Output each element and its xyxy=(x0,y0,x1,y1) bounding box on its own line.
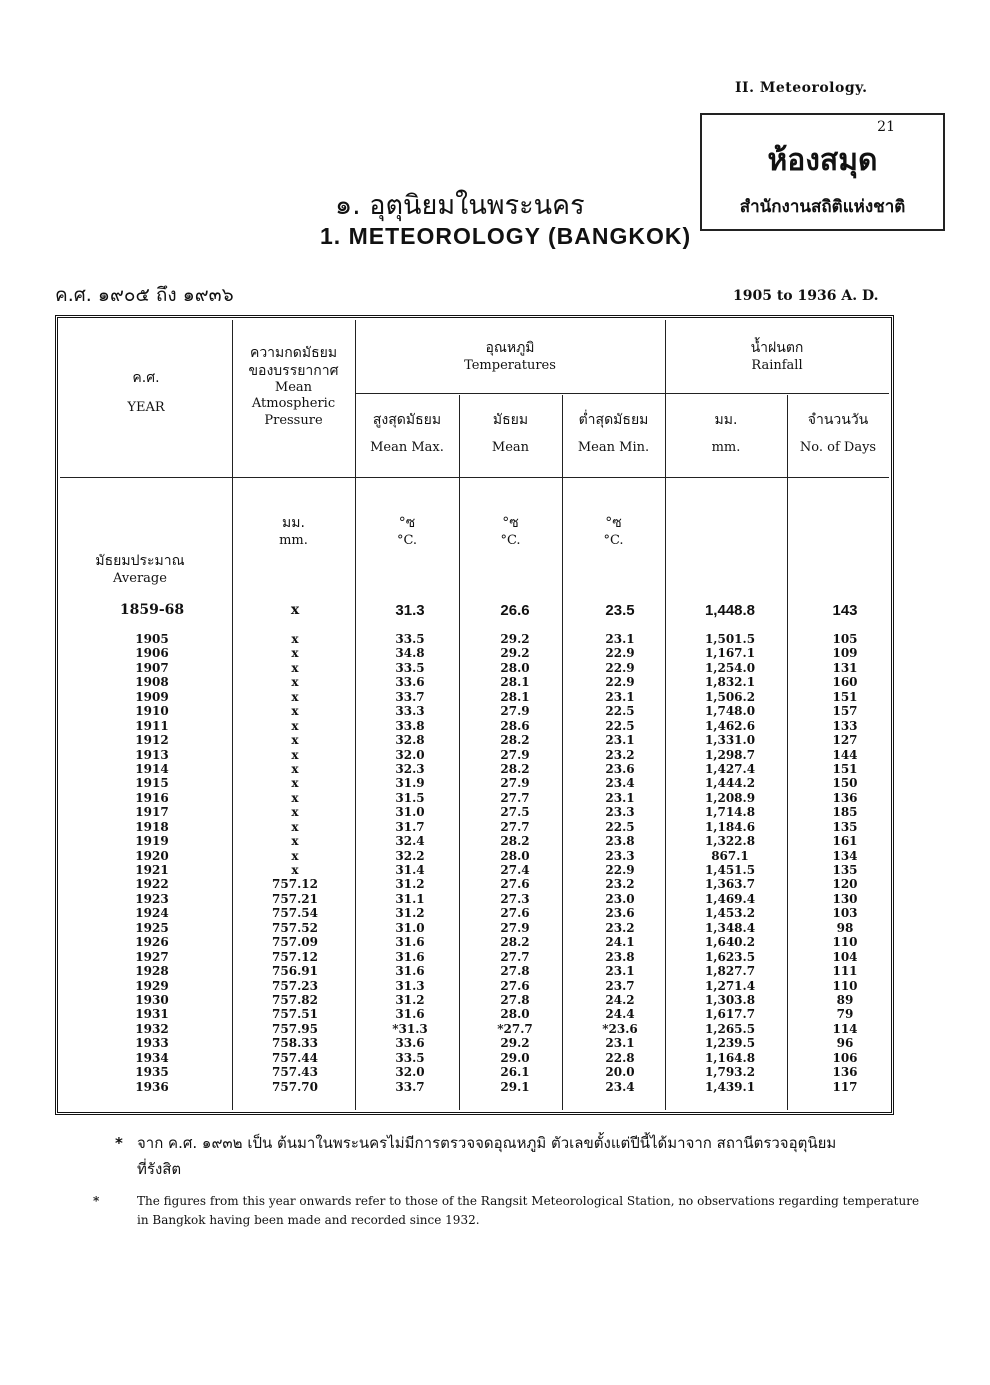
cell-mean: 27.6 xyxy=(500,978,530,993)
cell-mean-min: 23.1 xyxy=(605,632,635,646)
cell-rainfall: 1,640.2 xyxy=(704,935,756,950)
cell-mean-max: 31.5 xyxy=(395,790,425,805)
cell-mean-min: 23.5 xyxy=(605,602,635,619)
header-temperature-thai: อุณหภูมิ xyxy=(485,340,535,356)
cell-year: 1912 xyxy=(135,733,169,748)
cell-rainfall: 1,793.2 xyxy=(704,1065,756,1080)
cell-pressure: 757.12 xyxy=(272,877,318,892)
cell-rainfall: 1,714.8 xyxy=(704,805,756,820)
cell-mean-max: 33.6 xyxy=(395,1036,425,1051)
header-pressure-thai-2: ของบรรยากาศ xyxy=(248,362,339,379)
cell-pressure: 757.23 xyxy=(272,978,318,993)
cell-mean-min: 23.4 xyxy=(605,1079,635,1094)
cell-mean: 28.2 xyxy=(500,834,530,849)
cell-mean: 27.6 xyxy=(500,906,530,921)
cell-mean: 27.9 xyxy=(500,776,530,791)
cell-pressure: x xyxy=(291,660,299,675)
cell-mean-min: 22.8 xyxy=(605,1050,635,1065)
cell-mean-max: 31.7 xyxy=(395,819,425,834)
cell-rainfall: 1,239.5 xyxy=(704,1036,756,1051)
cell-mean-max: 33.3 xyxy=(395,704,425,719)
cell-mean-max: 31.6 xyxy=(395,949,425,964)
cell-mean: 27.6 xyxy=(500,877,530,892)
cell-pressure: x xyxy=(291,646,299,661)
header-rain-days-english: No. of Days xyxy=(799,439,877,455)
cell-days: 130 xyxy=(832,891,858,906)
cell-year: 1921 xyxy=(135,863,169,877)
stamp-subtitle: สำนักงานสถิติแห่งชาติ xyxy=(739,197,906,217)
cell-mean-max: 31.0 xyxy=(395,920,425,935)
stamp-number: 21 xyxy=(877,119,895,135)
footnote-english-text: The figures from this year onwards refer to those of the Rangsit Meteorological Station, no observations regarding temperature in Bangkok having been made and recorded since 1932. xyxy=(137,1194,920,1227)
cell-year: 1927 xyxy=(135,949,169,964)
cell-rainfall: 1,501.5 xyxy=(704,632,756,646)
average-label-english: Average xyxy=(113,570,167,586)
cell-mean-min: 23.4 xyxy=(605,776,635,791)
cell-pressure: 757.09 xyxy=(272,935,318,950)
cell-rainfall: 1,167.1 xyxy=(704,646,756,661)
period-english: 1905 to 1936 A. D. xyxy=(733,288,879,304)
cell-year: 1922 xyxy=(135,877,169,892)
cell-mean-max: 33.5 xyxy=(395,1050,425,1065)
cell-mean: 29.2 xyxy=(500,1036,530,1051)
cell-year: 1910 xyxy=(135,704,169,719)
cell-days: 151 xyxy=(832,761,858,776)
cell-year: 1915 xyxy=(135,776,169,791)
cell-mean-min: 23.2 xyxy=(605,747,635,762)
cell-days: 143 xyxy=(832,602,858,619)
cell-mean: 27.3 xyxy=(500,891,530,906)
unit-mean-english: °C. xyxy=(500,532,521,548)
cell-year: 1929 xyxy=(135,978,169,993)
cell-pressure: 757.52 xyxy=(272,920,318,935)
cell-mean: 29.2 xyxy=(500,646,530,661)
cell-rainfall: 1,439.1 xyxy=(704,1079,756,1094)
cell-mean-max: 31.9 xyxy=(395,776,425,791)
cell-year: 1907 xyxy=(135,660,169,675)
cell-mean: 27.9 xyxy=(500,704,530,719)
cell-days: 136 xyxy=(832,1065,858,1080)
cell-rainfall: 1,506.2 xyxy=(704,689,756,704)
period-thai: ค.ศ. ๑๙๐๕ ถึง ๑๙๓๖ xyxy=(55,284,234,306)
cell-pressure: x xyxy=(291,776,299,791)
footnote-star: * xyxy=(93,1194,100,1208)
header-temperature-english: Temperatures xyxy=(464,357,556,373)
cell-mean-max: 31.1 xyxy=(395,891,425,906)
cell-rainfall: 1,164.8 xyxy=(704,1050,756,1065)
header-rain-days-thai: จำนวนวัน xyxy=(807,412,869,428)
cell-mean-min: 23.6 xyxy=(605,906,635,921)
cell-pressure: x xyxy=(291,848,299,863)
cell-mean-min: 23.1 xyxy=(605,733,635,748)
cell-year: 1913 xyxy=(135,747,169,762)
cell-rainfall: 1,331.0 xyxy=(704,733,756,748)
cell-mean-min: 22.9 xyxy=(605,863,635,877)
cell-rainfall: 1,832.1 xyxy=(704,675,756,690)
cell-year: 1935 xyxy=(135,1065,169,1080)
cell-mean: 28.0 xyxy=(500,660,530,675)
cell-year: 1905 xyxy=(135,632,169,646)
cell-pressure: 757.43 xyxy=(272,1065,318,1080)
cell-days: 117 xyxy=(832,1079,858,1094)
cell-mean-min: 23.8 xyxy=(605,949,635,964)
cell-days: 161 xyxy=(832,834,858,849)
cell-days: 150 xyxy=(832,776,858,791)
cell-rainfall: 1,827.7 xyxy=(704,964,756,979)
library-stamp xyxy=(700,113,945,231)
cell-rainfall: 1,453.2 xyxy=(704,906,756,921)
cell-mean-min: 23.1 xyxy=(605,790,635,805)
cell-mean-max: 32.0 xyxy=(395,1065,425,1080)
cell-mean-max: 32.0 xyxy=(395,747,425,762)
cell-year: 1936 xyxy=(135,1079,169,1094)
header-pressure xyxy=(232,345,355,429)
cell-mean: 28.6 xyxy=(500,718,530,733)
cell-mean-max: 32.2 xyxy=(395,848,425,863)
page-title-thai: ๑. อุตุนิยมในพระนคร xyxy=(335,190,585,221)
cell-pressure: 757.82 xyxy=(272,992,318,1007)
cell-pressure: x xyxy=(291,689,299,704)
cell-days: 136 xyxy=(832,790,858,805)
cell-rainfall: 1,448.8 xyxy=(704,602,756,619)
header-pressure-english-2: Atmospheric xyxy=(251,396,336,412)
cell-rainfall: 1,623.5 xyxy=(704,949,756,964)
cell-pressure: 757.54 xyxy=(272,906,318,921)
cell-days: 89 xyxy=(836,992,854,1007)
cell-days: 120 xyxy=(832,877,858,892)
cell-rainfall: 1,271.4 xyxy=(704,978,756,993)
cell-mean: 27.7 xyxy=(500,949,530,964)
cell-pressure: x xyxy=(291,790,299,805)
cell-rainfall: 1,265.5 xyxy=(704,1021,756,1036)
cell-days: 144 xyxy=(832,747,858,762)
unit-min-thai: °ซ xyxy=(605,515,622,531)
stamp-title: ห้องสมุด xyxy=(767,143,878,178)
cell-mean: 28.0 xyxy=(500,1007,530,1022)
cell-year: 1933 xyxy=(135,1036,169,1051)
cell-pressure: x xyxy=(291,675,299,690)
cell-mean-max: 31.2 xyxy=(395,992,425,1007)
cell-year: 1919 xyxy=(135,834,169,849)
header-divider xyxy=(60,477,889,478)
unit-pressure xyxy=(232,515,355,549)
unit-min-english: °C. xyxy=(603,532,624,548)
cell-mean: 27.5 xyxy=(500,805,530,820)
cell-rainfall: 1,451.5 xyxy=(704,863,756,877)
cell-year: 1911 xyxy=(135,718,169,733)
footnote-thai-line-2: ที่รังสิต xyxy=(137,1160,182,1178)
cell-mean: 26.6 xyxy=(500,602,530,619)
cell-pressure: x xyxy=(291,632,299,646)
cell-mean-min: *23.6 xyxy=(602,1021,638,1036)
cell-mean-min: 24.1 xyxy=(605,935,635,950)
cell-mean-min: 23.1 xyxy=(605,689,635,704)
cell-mean: 28.2 xyxy=(500,935,530,950)
cell-pressure: x xyxy=(291,761,299,776)
cell-mean: 28.0 xyxy=(500,848,530,863)
cell-year: 1914 xyxy=(135,761,169,776)
cell-mean: 26.1 xyxy=(500,1065,530,1080)
header-mean-min xyxy=(562,412,665,456)
cell-mean-min: 22.5 xyxy=(605,819,635,834)
header-mean-min-thai: ต่ำสุดมัธยม xyxy=(578,412,649,428)
cell-days: 110 xyxy=(832,978,858,993)
cell-days: 96 xyxy=(836,1036,854,1051)
cell-year: 1917 xyxy=(135,805,169,820)
cell-days: 160 xyxy=(832,675,858,690)
header-rainfall-group xyxy=(665,340,889,374)
unit-max xyxy=(355,515,459,549)
cell-mean-min: 23.0 xyxy=(605,891,635,906)
cell-year: 1928 xyxy=(135,964,169,979)
cell-pressure: 757.95 xyxy=(272,1021,318,1036)
cell-mean-min: 24.4 xyxy=(605,1007,635,1022)
unit-mean xyxy=(459,515,562,549)
cell-mean-min: 23.3 xyxy=(605,805,635,820)
cell-pressure: 758.33 xyxy=(272,1036,318,1051)
cell-pressure: x xyxy=(291,704,299,719)
cell-days: 151 xyxy=(832,689,858,704)
cell-rainfall: 867.1 xyxy=(711,848,749,863)
header-mean-thai: มัธยม xyxy=(492,412,529,428)
header-year-english: YEAR xyxy=(127,399,165,415)
unit-pressure-english: mm. xyxy=(279,532,308,548)
cell-rainfall: 1,298.7 xyxy=(704,747,756,762)
cell-mean-max: 31.6 xyxy=(395,964,425,979)
cell-mean: 27.9 xyxy=(500,747,530,762)
cell-pressure: x xyxy=(291,733,299,748)
cell-mean: 28.1 xyxy=(500,675,530,690)
cell-pressure: 757.70 xyxy=(272,1079,318,1094)
cell-year: 1920 xyxy=(135,848,169,863)
cell-mean-min: 22.9 xyxy=(605,646,635,661)
header-temperature-group xyxy=(355,340,665,374)
cell-year: 1916 xyxy=(135,790,169,805)
cell-days: 114 xyxy=(832,1021,858,1036)
cell-pressure: x xyxy=(291,747,299,762)
unit-max-thai: °ซ xyxy=(398,515,416,531)
cell-days: 185 xyxy=(832,805,858,820)
cell-year: 1909 xyxy=(135,689,169,704)
cell-mean: 29.1 xyxy=(500,1079,530,1094)
header-divider xyxy=(355,393,889,394)
cell-pressure: x xyxy=(291,819,299,834)
cell-mean-min: 23.6 xyxy=(605,761,635,776)
cell-mean: 27.8 xyxy=(500,992,530,1007)
cell-mean: 28.2 xyxy=(500,733,530,748)
cell-pressure: x xyxy=(291,718,299,733)
cell-rainfall: 1,462.6 xyxy=(704,718,756,733)
cell-rainfall: 1,184.6 xyxy=(704,819,756,834)
column-divider xyxy=(562,395,563,1110)
cell-days: 131 xyxy=(832,660,858,675)
cell-mean-max: 33.7 xyxy=(395,1079,425,1094)
cell-mean: 27.4 xyxy=(500,863,530,877)
header-rain-days xyxy=(787,412,889,456)
cell-mean: 28.2 xyxy=(500,761,530,776)
cell-mean-max: 31.2 xyxy=(395,906,425,921)
cell-days: 127 xyxy=(832,733,858,748)
cell-rainfall: 1,348.4 xyxy=(704,920,756,935)
header-pressure-english-3: Pressure xyxy=(264,412,323,428)
cell-rainfall: 1,363.7 xyxy=(704,877,756,892)
cell-rainfall: 1,303.8 xyxy=(704,992,756,1007)
page-title-english: 1. METEOROLOGY (BANGKOK) xyxy=(320,223,692,249)
header-pressure-english-1: Mean xyxy=(274,380,313,395)
cell-mean-min: 22.9 xyxy=(605,660,635,675)
cell-pressure: x xyxy=(291,834,299,849)
header-mean-max-english: Mean Max. xyxy=(370,439,444,455)
cell-mean-min: 23.7 xyxy=(605,978,635,993)
cell-days: 110 xyxy=(832,935,858,950)
cell-mean: 27.8 xyxy=(500,964,530,979)
unit-pressure-thai: มม. xyxy=(282,515,305,531)
cell-days: 133 xyxy=(832,718,858,733)
cell-days: 109 xyxy=(832,646,858,661)
cell-mean-max: *31.3 xyxy=(392,1021,428,1036)
cell-mean: 27.7 xyxy=(500,790,530,805)
section-label: II. Meteorology. xyxy=(735,80,868,96)
cell-year: 1932 xyxy=(135,1021,169,1036)
cell-year: 1859-68 xyxy=(119,602,185,618)
cell-mean-max: 31.6 xyxy=(395,935,425,950)
cell-mean-max: 31.3 xyxy=(395,602,425,619)
cell-days: 134 xyxy=(832,848,858,863)
unit-mean-thai: °ซ xyxy=(502,515,519,531)
cell-mean: 28.1 xyxy=(500,689,530,704)
cell-rainfall: 1,469.4 xyxy=(704,891,756,906)
cell-days: 111 xyxy=(832,964,858,979)
header-rainfall-english: Rainfall xyxy=(751,357,803,373)
column-divider xyxy=(459,395,460,1110)
footnote-thai xyxy=(115,1130,915,1182)
cell-mean-max: 33.6 xyxy=(395,675,425,690)
cell-days: 135 xyxy=(832,819,858,834)
cell-mean-max: 33.5 xyxy=(395,632,425,646)
cell-rainfall: 1,444.2 xyxy=(704,776,756,791)
cell-mean-min: 22.9 xyxy=(605,675,635,690)
cell-mean-max: 32.8 xyxy=(395,733,425,748)
cell-days: 103 xyxy=(832,906,858,921)
header-rain-mm xyxy=(665,412,787,456)
cell-mean: *27.7 xyxy=(497,1021,533,1036)
header-mean xyxy=(459,412,562,456)
cell-year: 1923 xyxy=(135,891,169,906)
cell-mean-max: 32.4 xyxy=(395,834,425,849)
unit-min xyxy=(562,515,665,549)
cell-pressure: x xyxy=(291,863,299,877)
cell-pressure: 756.91 xyxy=(272,964,318,979)
cell-pressure: 757.12 xyxy=(272,949,318,964)
header-year xyxy=(60,370,232,416)
cell-days: 105 xyxy=(832,632,858,646)
cell-rainfall: 1,322.8 xyxy=(704,834,756,849)
cell-mean-max: 31.2 xyxy=(395,877,425,892)
cell-mean-min: 23.1 xyxy=(605,1036,635,1051)
footnote-star: * xyxy=(115,1134,123,1152)
average-label xyxy=(80,553,200,587)
cell-pressure: x xyxy=(290,602,300,618)
cell-mean-max: 31.4 xyxy=(395,863,425,877)
cell-mean-min: 24.2 xyxy=(605,992,635,1007)
cell-days: 79 xyxy=(836,1007,854,1022)
cell-mean-min: 23.3 xyxy=(605,848,635,863)
cell-pressure: 757.44 xyxy=(272,1050,318,1065)
cell-year: 1906 xyxy=(135,646,169,661)
cell-rainfall: 1,208.9 xyxy=(704,790,756,805)
cell-mean-max: 32.3 xyxy=(395,761,425,776)
cell-mean: 29.0 xyxy=(500,1050,530,1065)
column-divider xyxy=(232,320,233,1110)
cell-year: 1934 xyxy=(135,1050,169,1065)
cell-days: 106 xyxy=(832,1050,858,1065)
cell-year: 1924 xyxy=(135,906,169,921)
cell-pressure: 757.21 xyxy=(272,891,318,906)
cell-mean-max: 33.7 xyxy=(395,689,425,704)
cell-year: 1931 xyxy=(135,1007,169,1022)
cell-mean-min: 22.5 xyxy=(605,704,635,719)
cell-days: 157 xyxy=(832,704,858,719)
cell-mean: 27.9 xyxy=(500,920,530,935)
cell-mean-min: 23.2 xyxy=(605,877,635,892)
cell-year: 1925 xyxy=(135,920,169,935)
cell-mean-min: 23.2 xyxy=(605,920,635,935)
cell-days: 104 xyxy=(832,949,858,964)
cell-mean-max: 31.6 xyxy=(395,1007,425,1022)
cell-mean: 27.7 xyxy=(500,819,530,834)
cell-year: 1930 xyxy=(135,992,169,1007)
cell-pressure: 757.51 xyxy=(272,1007,318,1022)
cell-rainfall: 1,617.7 xyxy=(704,1007,756,1022)
header-rain-mm-thai: มม. xyxy=(714,412,738,428)
cell-mean-max: 33.5 xyxy=(395,660,425,675)
cell-mean: 29.2 xyxy=(500,632,530,646)
cell-mean-max: 31.3 xyxy=(395,978,425,993)
header-mean-max-thai: สูงสุดมัธยม xyxy=(372,412,442,428)
column-divider xyxy=(787,395,788,1110)
cell-mean-min: 23.1 xyxy=(605,964,635,979)
cell-rainfall: 1,254.0 xyxy=(704,660,756,675)
header-mean-min-english: Mean Min. xyxy=(577,439,650,455)
cell-mean-min: 22.5 xyxy=(605,718,635,733)
header-rainfall-thai: น้ำฝนตก xyxy=(750,340,804,356)
cell-mean-max: 34.8 xyxy=(395,646,425,661)
header-rain-mm-english: mm. xyxy=(711,439,741,455)
cell-rainfall: 1,748.0 xyxy=(704,704,756,719)
unit-max-english: °C. xyxy=(396,532,418,548)
header-mean-english: Mean xyxy=(491,439,530,455)
cell-days: 98 xyxy=(836,920,854,935)
cell-pressure: x xyxy=(291,805,299,820)
footnote-english xyxy=(93,1192,927,1230)
header-pressure-thai-1: ความกดมัธยม xyxy=(249,345,338,361)
header-mean-max xyxy=(355,412,459,456)
cell-days: 135 xyxy=(832,863,858,877)
cell-mean-min: 20.0 xyxy=(605,1065,635,1080)
cell-mean-min: 23.8 xyxy=(605,834,635,849)
cell-year: 1918 xyxy=(135,819,169,834)
cell-mean-max: 31.0 xyxy=(395,805,425,820)
cell-year: 1926 xyxy=(135,935,169,950)
cell-mean-max: 33.8 xyxy=(395,718,425,733)
footnote-thai-line-1: จาก ค.ศ. ๑๙๓๒ เป็น ต้นมาในพระนครไม่มีการตรวจจดอุณหภูมิ ตัวเลขตั้งแต่ปีนี้ได้มาจาก สถานีตรวจอุตุนิยม xyxy=(137,1134,837,1152)
average-label-thai: มัธยมประมาณ xyxy=(95,553,185,569)
cell-year: 1908 xyxy=(135,675,169,690)
header-year-thai: ค.ศ. xyxy=(132,370,160,386)
cell-rainfall: 1,427.4 xyxy=(704,761,756,776)
